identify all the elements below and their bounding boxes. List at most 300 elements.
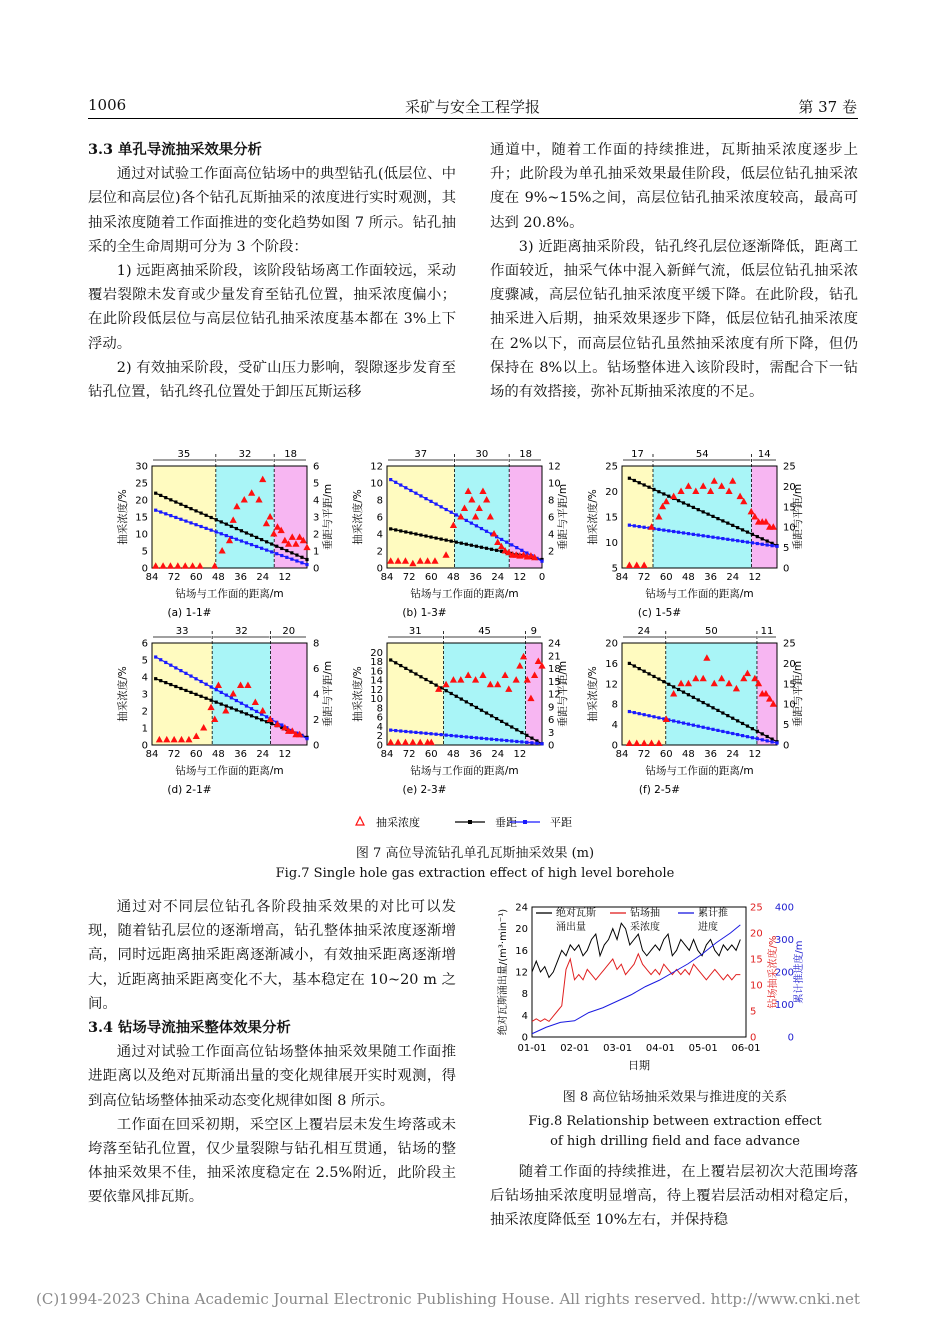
vertical-distance-marker <box>409 531 412 534</box>
panel-label: (a) 1-1# <box>167 607 212 619</box>
x-tick-label: 48 <box>682 749 695 760</box>
horizontal-distance-marker <box>751 736 754 739</box>
vertical-distance-marker <box>751 533 754 536</box>
segment-length-label: 17 <box>631 449 644 460</box>
y2-tick-label: 20 <box>783 658 796 670</box>
y-tick-label: 0 <box>376 563 383 575</box>
vertical-distance-marker <box>179 503 182 506</box>
horizontal-distance-marker <box>164 512 167 515</box>
y-tick-label: 5 <box>141 546 148 558</box>
vertical-distance-marker <box>495 717 498 720</box>
horizontal-distance-marker <box>465 735 468 738</box>
fig8-caption-en2: of high drilling field and face advance <box>550 1134 800 1149</box>
vertical-distance-marker <box>215 518 218 521</box>
y-tick-label: 16 <box>515 945 528 957</box>
vertical-distance-marker <box>652 488 655 491</box>
y-tick-label: 10 <box>370 478 383 490</box>
vertical-distance-marker <box>455 695 458 698</box>
horizontal-distance-marker <box>265 548 268 551</box>
vertical-distance-marker <box>434 684 437 687</box>
y-tick-label: 20 <box>605 638 618 650</box>
y2-tick-label: 5 <box>313 478 320 490</box>
horizontal-distance-marker <box>515 740 518 743</box>
horizontal-distance-marker <box>159 510 162 513</box>
legend-advance-label: 累计推 <box>698 908 728 919</box>
legend-vertical-marker <box>468 820 472 824</box>
paragraph: 工作面在回采初期，采空区上覆岩层未发生垮落或未垮落至钻孔位置，仅少量裂隙与钻孔相互贯通，钻场的整体抽采效果不佳，抽采浓度稳定在 2.5%附近，此阶段主要依靠风排瓦斯。 <box>88 1116 456 1206</box>
vertical-distance-marker <box>270 542 273 545</box>
y2-tick-label: 21 <box>548 651 561 663</box>
horizontal-distance-marker <box>194 677 197 680</box>
y-tick-label: 30 <box>135 461 148 473</box>
horizontal-distance-marker <box>179 669 182 672</box>
vertical-distance-marker <box>169 683 172 686</box>
stage-band <box>653 466 751 568</box>
stage-band <box>622 643 666 745</box>
horizontal-distance-marker <box>434 733 437 736</box>
horizontal-distance-marker <box>270 550 273 553</box>
horizontal-distance-marker <box>736 733 739 736</box>
horizontal-distance-marker <box>721 537 724 540</box>
vertical-distance-marker <box>470 544 473 547</box>
vertical-distance-marker <box>470 703 473 706</box>
section-3-4-title: 3.4 钻场导流抽采整体效果分析 <box>88 1019 291 1037</box>
vertical-distance-marker <box>169 498 172 501</box>
x-tick-label: 36 <box>469 749 482 760</box>
paragraph: 2) 有效抽采阶段，受矿山压力影响，裂隙逐步发育至钻孔位置，钻孔终孔位置处于卸压瓦斯运移 <box>88 359 456 401</box>
y-tick-label: 4 <box>376 529 383 541</box>
vertical-distance-marker <box>697 698 700 701</box>
horizontal-distance-marker <box>189 521 192 524</box>
stage-band <box>212 643 270 745</box>
vertical-distance-marker <box>726 714 729 717</box>
horizontal-distance-marker <box>736 539 739 542</box>
horizontal-distance-marker <box>424 732 427 735</box>
vertical-distance-marker <box>746 724 749 727</box>
panel-label: (f) 2-5# <box>638 784 681 796</box>
horizontal-distance-marker <box>424 497 427 500</box>
horizontal-distance-marker <box>255 710 258 713</box>
panel-a <box>116 449 334 619</box>
horizontal-distance-marker <box>409 489 412 492</box>
x-tick-label: 72 <box>402 749 416 760</box>
vertical-distance-marker <box>682 501 685 504</box>
vertical-distance-marker <box>766 735 769 738</box>
horizontal-distance-marker <box>741 734 744 737</box>
horizontal-distance-marker <box>761 738 764 741</box>
horizontal-distance-marker <box>445 734 448 737</box>
vertical-distance-marker <box>647 486 650 489</box>
horizontal-distance-marker <box>485 737 488 740</box>
y2-tick-label: 6 <box>313 664 320 675</box>
y2-tick-label: 4 <box>313 495 320 507</box>
horizontal-distance-marker <box>240 702 243 705</box>
x-tick-label: 48 <box>212 572 225 583</box>
y-tick-label: 10 <box>370 694 383 706</box>
vertical-distance-marker <box>697 508 700 511</box>
vertical-distance-marker <box>711 706 714 709</box>
x-tick-label: 12 <box>513 572 527 583</box>
horizontal-distance-marker <box>652 715 655 718</box>
fig7-legend <box>356 815 572 829</box>
vertical-distance-marker <box>702 701 705 704</box>
vertical-distance-marker <box>721 711 724 714</box>
vertical-distance-marker <box>707 704 710 707</box>
vertical-distance-marker <box>399 529 402 532</box>
y-tick-label: 4 <box>141 672 148 684</box>
horizontal-distance-marker <box>726 731 729 734</box>
y2-tick-label: 8 <box>548 495 555 507</box>
horizontal-distance-marker <box>154 655 157 658</box>
vertical-distance-marker <box>475 706 478 709</box>
y2-axis-label: 垂距与平距/m <box>322 660 334 728</box>
y-axis-label: 抽采浓度/% <box>352 489 364 545</box>
horizontal-distance-marker <box>672 530 675 533</box>
horizontal-distance-marker <box>475 524 478 527</box>
vertical-distance-marker <box>515 728 518 731</box>
vertical-distance-marker <box>530 737 533 740</box>
vertical-distance-marker <box>280 547 283 550</box>
y-tick-label: 12 <box>515 967 528 979</box>
horizontal-distance-marker <box>692 724 695 727</box>
vertical-distance-marker <box>445 689 448 692</box>
y-tick-label: 5 <box>141 655 148 667</box>
segment-length-label: 14 <box>757 449 771 460</box>
horizontal-distance-marker <box>215 530 218 533</box>
horizontal-distance-marker <box>500 738 503 741</box>
vertical-distance-marker <box>726 522 729 525</box>
y-tick-label: 18 <box>370 657 383 669</box>
horizontal-distance-marker <box>399 483 402 486</box>
vertical-distance-marker <box>275 545 278 548</box>
y2-tick-label: 25 <box>783 638 796 650</box>
y-tick-label: 0 <box>141 740 148 752</box>
y-tick-label: 8 <box>611 699 618 711</box>
y2-axis-label: 垂距与平距/m <box>792 483 804 551</box>
horizontal-distance-marker <box>174 666 177 669</box>
y2-tick-label: 5 <box>783 543 790 555</box>
vertical-distance-marker <box>285 549 288 552</box>
horizontal-distance-marker <box>741 540 744 543</box>
vertical-distance-marker <box>215 701 218 704</box>
stage-band <box>666 643 757 745</box>
vertical-distance-marker <box>746 530 749 533</box>
horizontal-distance-marker <box>520 549 523 552</box>
y-axis-label: 绝对瓦斯涌出量/(m³·min⁻¹) <box>498 908 509 1036</box>
vertical-distance-marker <box>174 685 177 688</box>
y2-tick-label: 15 <box>750 954 763 966</box>
y-tick-label: 4 <box>376 721 383 733</box>
horizontal-distance-marker <box>179 518 182 521</box>
horizontal-distance-marker <box>628 710 631 713</box>
y2-tick-label: 20 <box>783 481 796 493</box>
y2-tick-label: 3 <box>313 512 320 524</box>
horizontal-distance-marker <box>199 680 202 683</box>
y-tick-label: 10 <box>605 538 618 549</box>
vertical-distance-marker <box>490 548 493 551</box>
horizontal-distance-marker <box>250 707 253 710</box>
horizontal-distance-marker <box>697 725 700 728</box>
x-tick-label: 84 <box>380 572 394 583</box>
fig7-caption-en: Fig.7 Single hole gas extraction effect of high level borehole <box>275 866 675 881</box>
segment-length-label: 20 <box>282 626 296 637</box>
horizontal-distance-marker <box>657 716 660 719</box>
horizontal-distance-marker <box>245 704 248 707</box>
y2-tick-label: 20 <box>750 928 763 940</box>
y-tick-label: 24 <box>515 902 528 914</box>
x-tick-label: 72 <box>167 572 181 583</box>
x-tick-label: 24 <box>491 749 505 760</box>
legend-emission-label: 绝对瓦斯 <box>556 908 596 919</box>
horizontal-distance-marker <box>404 486 407 489</box>
horizontal-distance-marker <box>280 554 283 557</box>
horizontal-distance-marker <box>731 538 734 541</box>
right-column-bottom <box>490 1160 858 1233</box>
y2-tick-label: 5 <box>750 1006 757 1018</box>
horizontal-distance-marker <box>245 541 248 544</box>
y-tick-label: 15 <box>605 512 618 524</box>
vertical-distance-marker <box>210 516 213 519</box>
vertical-distance-marker <box>687 693 690 696</box>
horizontal-distance-marker <box>746 541 749 544</box>
x-tick-label: 48 <box>682 572 695 583</box>
horizontal-distance-marker <box>419 731 422 734</box>
horizontal-distance-marker <box>169 664 172 667</box>
vertical-distance-marker <box>480 546 483 549</box>
segment-length-label: 32 <box>234 626 248 637</box>
segment-length-label: 45 <box>478 626 491 637</box>
panel-c <box>586 449 804 619</box>
panel-label: (d) 2-1# <box>167 784 212 796</box>
legend-concentration-marker <box>356 817 364 825</box>
vertical-distance-marker <box>736 526 739 529</box>
vertical-distance-marker <box>164 496 167 499</box>
horizontal-distance-marker <box>495 738 498 741</box>
vertical-distance-marker <box>450 540 453 543</box>
vertical-distance-marker <box>230 706 233 709</box>
paragraph: 通过对试验工作面高位钻场整体抽采效果随工作面推进距离以及绝对瓦斯涌出量的变化规律展开实时观测，得到高位钻场整体抽采动态变化规律如图 8 所示。 <box>88 1044 456 1109</box>
vertical-distance-marker <box>756 535 759 538</box>
vertical-distance-marker <box>707 513 710 516</box>
y-tick-label: 3 <box>141 689 148 701</box>
panel-label: (b) 1-3# <box>402 607 447 619</box>
vertical-distance-marker <box>677 688 680 691</box>
horizontal-distance-marker <box>702 534 705 537</box>
horizontal-distance-marker <box>515 546 518 549</box>
horizontal-distance-marker <box>470 736 473 739</box>
vertical-distance-marker <box>245 712 248 715</box>
vertical-distance-marker <box>230 525 233 528</box>
vertical-distance-marker <box>628 662 631 665</box>
segment-length-label: 35 <box>177 449 191 460</box>
horizontal-distance-marker <box>643 526 646 529</box>
vertical-distance-marker <box>240 710 243 713</box>
segment-length-label: 33 <box>175 626 189 637</box>
vertical-distance-marker <box>465 543 468 546</box>
vertical-distance-marker <box>290 551 293 554</box>
x-tick-label: 12 <box>748 572 762 583</box>
y-axis-label: 抽采浓度/% <box>117 489 129 545</box>
y-tick-label: 25 <box>135 478 148 490</box>
vertical-distance-marker <box>404 667 407 670</box>
y2-tick-label: 10 <box>783 699 796 711</box>
horizontal-distance-marker <box>389 478 392 481</box>
y-tick-label: 8 <box>376 495 383 507</box>
y2-tick-label: 5 <box>783 720 790 732</box>
horizontal-distance-marker <box>394 481 397 484</box>
x-tick-label: 84 <box>145 749 159 760</box>
section-3-3-title: 3.3 单孔导流抽采效果分析 <box>88 141 262 158</box>
horizontal-distance-marker <box>628 524 631 527</box>
segment-length-label: 50 <box>704 626 718 637</box>
x-tick-label: 02-01 <box>560 1043 590 1054</box>
x-tick-label: 60 <box>424 572 438 583</box>
vertical-distance-marker <box>692 506 695 509</box>
horizontal-distance-marker <box>210 685 213 688</box>
y-tick-label: 5 <box>611 563 618 575</box>
horizontal-distance-marker <box>220 532 223 535</box>
horizontal-distance-marker <box>305 737 308 740</box>
y2-tick-label: 15 <box>783 679 796 691</box>
y2-tick-label: 0 <box>783 740 790 752</box>
y2-tick-label: 10 <box>750 980 763 992</box>
vertical-distance-marker <box>662 492 665 495</box>
horizontal-distance-marker <box>450 511 453 514</box>
vertical-distance-marker <box>638 667 641 670</box>
horizontal-distance-marker <box>475 736 478 739</box>
x-tick-label: 72 <box>637 749 651 760</box>
horizontal-distance-marker <box>409 730 412 733</box>
horizontal-distance-marker <box>305 563 308 566</box>
vertical-distance-marker <box>419 675 422 678</box>
horizontal-distance-marker <box>530 741 533 744</box>
y2-tick-label: 25 <box>783 461 796 473</box>
x-axis-label: 钻场与工作面的距离/m <box>410 588 519 600</box>
x-tick-label: 36 <box>234 749 247 760</box>
horizontal-distance-marker <box>751 541 754 544</box>
vertical-distance-marker <box>520 731 523 734</box>
vertical-distance-marker <box>633 479 636 482</box>
horizontal-distance-marker <box>174 516 177 519</box>
vertical-distance-marker <box>490 714 493 717</box>
vertical-distance-marker <box>424 534 427 537</box>
horizontal-distance-marker <box>260 547 263 550</box>
footer-copyright: (C)1994-2023 China Academic Journal Electronic Publishing House. All rights reserved. http://www.cnki.net <box>36 1290 860 1308</box>
horizontal-distance-marker <box>280 723 283 726</box>
panel-label: (c) 1-5# <box>637 607 682 619</box>
vertical-distance-marker <box>255 716 258 719</box>
horizontal-distance-marker <box>707 727 710 730</box>
horizontal-distance-marker <box>677 720 680 723</box>
vertical-distance-marker <box>741 528 744 531</box>
y3-tick-label: 400 <box>774 902 794 914</box>
x-tick-label: 72 <box>402 572 416 583</box>
y-tick-label: 20 <box>370 647 383 659</box>
horizontal-distance-marker <box>520 740 523 743</box>
y2-tick-label: 10 <box>548 478 561 490</box>
y2-tick-label: 12 <box>548 689 561 701</box>
stage-band <box>526 643 542 745</box>
x-tick-label: 24 <box>256 749 270 760</box>
x-tick-label: 60 <box>189 749 203 760</box>
vertical-distance-marker <box>500 720 503 723</box>
concentration-series <box>532 954 740 1022</box>
horizontal-distance-marker <box>540 560 543 563</box>
vertical-distance-marker <box>260 718 263 721</box>
y2-tick-label: 2 <box>313 529 320 541</box>
y-tick-label: 12 <box>370 461 383 473</box>
horizontal-distance-marker <box>692 533 695 536</box>
horizontal-distance-marker <box>404 730 407 733</box>
legend-horizontal-marker <box>523 820 527 824</box>
y2-tick-label: 8 <box>313 638 320 650</box>
y3-axis-label: 累计推进度/m <box>794 940 805 1004</box>
y-tick-label: 20 <box>135 495 148 507</box>
y2-tick-label: 15 <box>548 676 561 688</box>
horizontal-distance-marker <box>731 732 734 735</box>
x-tick-label: 60 <box>424 749 438 760</box>
horizontal-distance-marker <box>300 561 303 564</box>
horizontal-distance-marker <box>682 721 685 724</box>
horizontal-distance-marker <box>525 741 528 744</box>
vertical-distance-marker <box>250 714 253 717</box>
fig8-caption-cn: 图 8 高位钻场抽采效果与推进度的关系 <box>562 1090 788 1105</box>
horizontal-distance-marker <box>470 522 473 525</box>
y2-tick-label: 0 <box>313 740 320 752</box>
x-tick-label: 24 <box>491 572 505 583</box>
horizontal-distance-marker <box>154 509 157 512</box>
y2-tick-label: 2 <box>313 715 320 726</box>
y-tick-label: 2 <box>141 706 148 718</box>
y2-axis-label: 垂距与平距/m <box>557 483 569 551</box>
y2-tick-label: 10 <box>783 522 796 534</box>
y-tick-label: 16 <box>370 666 383 678</box>
legend-label: 平距 <box>550 816 572 829</box>
y2-tick-label: 6 <box>313 461 320 473</box>
horizontal-distance-marker <box>215 688 218 691</box>
y2-axis-label: 垂距与平距/m <box>322 483 334 551</box>
y2-tick-label: 0 <box>313 563 320 575</box>
vertical-distance-marker <box>510 725 513 728</box>
vertical-distance-marker <box>475 545 478 548</box>
horizontal-distance-marker <box>490 738 493 741</box>
horizontal-distance-marker <box>440 733 443 736</box>
vertical-distance-marker <box>628 477 631 480</box>
y-axis-label: 抽采浓度/% <box>117 666 129 722</box>
vertical-distance-marker <box>189 507 192 510</box>
segment-length-label: 9 <box>530 626 537 637</box>
x-tick-label: 84 <box>615 749 629 760</box>
vertical-distance-marker <box>460 542 463 545</box>
horizontal-distance-marker <box>465 519 468 522</box>
y-tick-label: 25 <box>605 461 618 473</box>
horizontal-distance-marker <box>414 492 417 495</box>
vertical-distance-marker <box>419 533 422 536</box>
horizontal-distance-marker <box>414 731 417 734</box>
vertical-distance-marker <box>179 687 182 690</box>
vertical-distance-marker <box>657 490 660 493</box>
vertical-distance-marker <box>265 540 268 543</box>
horizontal-distance-marker <box>633 524 636 527</box>
y-tick-label: 1 <box>141 723 148 735</box>
vertical-distance-marker <box>174 500 177 503</box>
vertical-distance-marker <box>721 519 724 522</box>
y3-tick-label: 200 <box>774 967 794 979</box>
horizontal-distance-marker <box>761 543 764 546</box>
segment-length-label: 31 <box>408 626 422 637</box>
horizontal-distance-marker <box>775 741 778 744</box>
vertical-distance-marker <box>255 536 258 539</box>
